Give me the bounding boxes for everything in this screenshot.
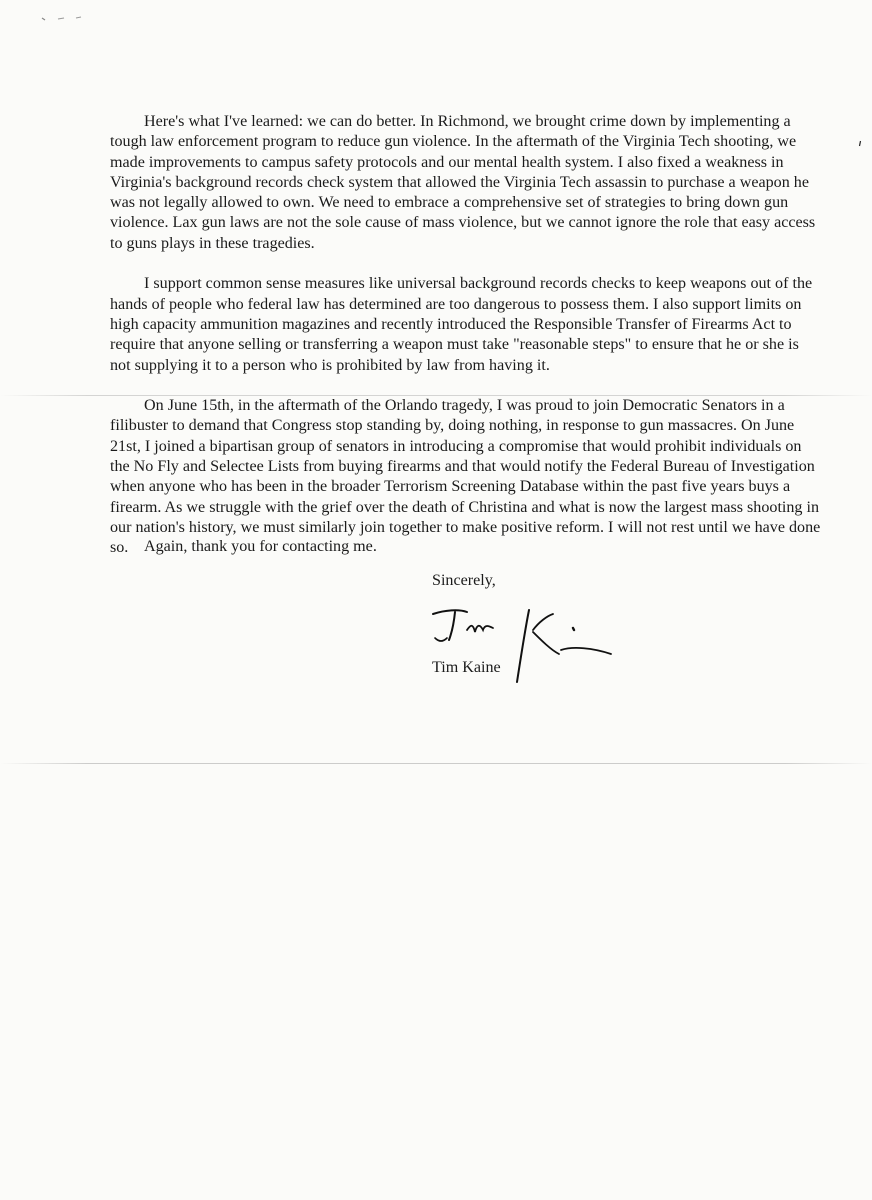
paragraph-filibuster: On June 15th, in the aftermath of the Orlando tragedy, I was proud to join Democratic Senators in a filibuster to demand that Congress stop standing by, doing nothing, in response to gun massacres. On June 21st, I joined a bipartisan group of senators in introducing a compromise that would prohibit individuals on the No Fly and Selectee Lists from buying firearms and that would notify the Federal Bureau of Investigation when anyone who has been in the broader Terrorism Screening Database within the past five years buys a firearm. As we struggle with the grief over the death of Christina and what is now the largest mass shooting in our nation's history, we must similarly join together to make positive reform. I will not rest until we have done so. <box>110 397 821 557</box>
closing-line: Again, thank you for contacting me. <box>144 538 377 555</box>
paragraph-measures: I support common sense measures like universal background records checks to keep weapons out of the hands of people who federal law has determined are too dangerous to possess them. I also support limits on high capacity ammunition magazines and recently introduced the Responsible Transfer of Firearms Act to require that anyone selling or transferring a weapon must take "reasonable steps" to ensure that he or she is not supplying it to a person who is prohibited by law from having it. <box>110 275 813 374</box>
fold-line <box>0 763 872 764</box>
letter-body <box>110 112 822 579</box>
paper-specks <box>40 12 100 24</box>
sign-off: Sincerely, <box>432 572 496 589</box>
signer-name: Tim Kaine <box>432 659 501 676</box>
stray-mark <box>858 140 862 148</box>
paragraph-lessons: Here's what I've learned: we can do better. In Richmond, we brought crime down by implementing a tough law enforcement program to reduce gun violence. In the aftermath of the Virginia Tech shooting, we made improvements to campus safety protocols and our mental health system. I also fixed a weakness in Virginia's background records check system that allowed the Virginia Tech assassin to purchase a weapon he was not legally allowed to own. We need to embrace a comprehensive set of strategies to bring down gun violence. Lax gun laws are not the sole cause of mass violence, but we cannot ignore the role that easy access to guns plays in these tragedies. <box>110 113 816 252</box>
